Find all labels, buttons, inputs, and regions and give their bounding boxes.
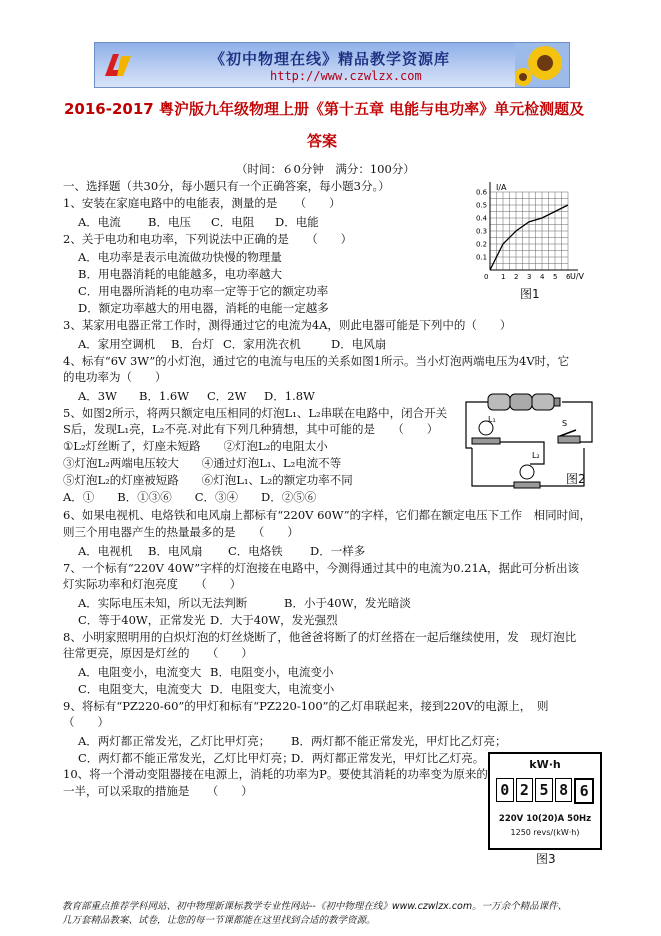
q6-option-a: A．电视机 <box>78 544 133 558</box>
question-6-line2: 则三个用电器产生的热量最多的是 （ ） <box>63 525 299 539</box>
banner-url[interactable]: http://www.czwlzx.com <box>270 69 422 83</box>
question-10-line1: 10、将一个滑动变阻器接在电源上，消耗的功率为P。要使其消耗的功率变为原来的 <box>63 767 488 781</box>
page-title-line1: 2016-2017 粤沪版九年级物理上册《第十五章 电能与电功率》单元检测题及 <box>64 100 585 118</box>
footer-line2: 几万套精品教案、试卷，让您的每一节课都能在这里找到合适的教学资源。 <box>62 915 376 926</box>
label-l2: L₂ <box>532 451 540 460</box>
q1-option-b: B．电压 <box>148 215 191 229</box>
label-switch: S <box>562 419 568 428</box>
page-footer <box>62 900 567 928</box>
section-heading: 一、选择题（共30分，每小题只有一个正确答案，每小题3分。） <box>63 179 390 193</box>
x-tick-label: 1 <box>501 273 506 281</box>
switch-icon <box>558 430 580 443</box>
q2-option-c: C．用电器所消耗的电功率一定等于它的额定功率 <box>78 284 329 298</box>
q2-option-a: A．电功率是表示电流做功快慢的物理量 <box>78 250 282 264</box>
footer-line1: 教育部重点推荐学科网站、初中物理新课标教学专业性网站--《初中物理在线》www.czwlzx.com。一万余个精品课件、 <box>62 901 568 912</box>
y-tick-label: 0.6 <box>476 188 488 197</box>
question-1: 1、安装在家庭电路中的电能表，测量的是 （ ） <box>63 196 341 210</box>
q7-option-a: A．实际电压未知，所以无法判断 <box>78 596 248 610</box>
page-title-line2: 答案 <box>307 132 338 150</box>
q5-guess-row2: ③灯泡L₂两端电压较大 ④通过灯泡L₁、L₂电流不等 <box>63 456 342 470</box>
question-9-line2: （ ） <box>63 715 109 729</box>
x-axis-label: U/V <box>570 272 585 281</box>
q8-option-d: D．电阻变大，电流变小 <box>210 682 335 696</box>
q1-option-a: A．电流 <box>78 215 121 229</box>
question-8-line1: 8、小明家照明用的白炽灯泡的灯丝烧断了，他爸爸将断了的灯丝搭在一起后继续使用，发 现灯泡比 <box>63 630 577 644</box>
question-2: 2、关于电功和电功率，下列说法中正确的是 （ ） <box>63 232 353 246</box>
q3-option-c: C．家用洗衣机 <box>223 337 301 351</box>
q7-option-d: D．大于40W，发光强烈 <box>210 613 338 627</box>
meter-digit-display <box>496 778 594 802</box>
q3-option-d: D．电风扇 <box>331 337 387 351</box>
meter-digit: 8 <box>555 778 573 802</box>
figure-3-caption: 图3 <box>536 852 556 866</box>
q8-option-c: C．电阻变大，电流变大 <box>78 682 202 696</box>
q5-guess-row1: ①L₂灯丝断了，灯座未短路 ②灯泡L₂的电阻太小 <box>63 439 328 453</box>
figure-1-caption: 图1 <box>520 287 540 301</box>
q9-option-c: C．两灯都不能正常发光，乙灯比甲灯亮； <box>78 751 294 765</box>
question-7-line1: 7、一个标有“220V 40W”字样的灯泡接在电路中，今测得通过其中的电流为0.21A，据此可分析出该 <box>63 561 580 575</box>
meter-digit-decimal: 6 <box>574 778 594 804</box>
question-7-line2: 灯实际功率和灯泡亮度 （ ） <box>63 577 242 591</box>
q9-option-d: D．两灯都正常发光，甲灯比乙灯亮。 <box>291 751 485 765</box>
question-6-line1: 6、如果电视机、电烙铁和电风扇上都标有“220V 60W”的字样，它们都在额定电压下工作 相同时间， <box>63 508 592 522</box>
y-tick-label: 0.3 <box>476 227 488 236</box>
meter-unit: kW·h <box>529 758 561 771</box>
meter-revs: 1250 revs/(kW·h) <box>510 828 580 837</box>
q5-guess-row3: ⑤灯泡L₂的灯座被短路 ⑥灯泡L₁、L₂的额定功率不同 <box>63 473 353 487</box>
q6-option-b: B．电风扇 <box>148 544 203 558</box>
y-tick-label: 0.5 <box>476 201 488 210</box>
q2-option-b: B．用电器消耗的电能越多，电功率越大 <box>78 267 282 281</box>
q7-option-c: C．等于40W，正常发光 <box>78 613 206 627</box>
bulb-l1-icon <box>472 421 500 444</box>
question-4-line1: 4、标有“6V 3W”的小灯泡，通过它的电流与电压的关系如图1所示。当小灯泡两端电压为4V时，它 <box>63 354 570 368</box>
meter-digit: 5 <box>535 778 553 802</box>
question-9-line1: 9、将标有“PZ220-60”的甲灯和标有“PZ220-100”的乙灯串联起来，接到220V的电源上， 则 <box>63 699 549 713</box>
question-3: 3、某家用电器正常工作时，测得通过它的电流为4A，则此电器可能是下列中的（ ） <box>63 318 512 332</box>
x-tick-label: 5 <box>553 273 558 281</box>
q4-option-c: C．2W <box>207 389 247 403</box>
site-logo-icon <box>99 46 139 84</box>
banner <box>94 42 570 88</box>
figure-3-energy-meter <box>488 752 602 850</box>
q2-option-d: D．额定功率越大的用电器，消耗的电能一定越多 <box>78 301 329 315</box>
q7-option-b: B．小于40W，发光暗淡 <box>284 596 411 610</box>
exam-meta: （时间：６0分钟 满分：100分） <box>236 162 415 176</box>
q4-option-b: B．1.6W <box>139 389 190 403</box>
q3-option-b: B．台灯 <box>171 337 214 351</box>
q4-option-a: A．3W <box>78 389 117 403</box>
banner-title: 《初中物理在线》精品教学资源库 <box>210 50 451 68</box>
q8-option-b: B．电阻变小，电流变小 <box>210 665 334 679</box>
q9-option-a: A．两灯都正常发光，乙灯比甲灯亮； <box>78 734 271 748</box>
q8-option-a: A．电阻变小，电流变大 <box>78 665 202 679</box>
origin-label: 0 <box>484 273 489 281</box>
q4-option-d: D．1.8W <box>264 389 315 403</box>
x-tick-label: 6 <box>566 273 571 281</box>
question-8-line2: 往常更亮，原因是灯丝的 （ ） <box>63 646 253 660</box>
x-tick-label: 4 <box>540 273 545 281</box>
q1-option-c: C．电阻 <box>211 215 255 229</box>
question-5-line1: 5、如图2所示，将两只额定电压相同的灯泡L₁、L₂串联在电路中，闭合开关 <box>63 406 448 420</box>
q1-option-d: D．电能 <box>275 215 319 229</box>
label-l1: L₁ <box>488 415 496 424</box>
x-tick-label: 3 <box>527 273 532 281</box>
question-10-line2: 一半，可以采取的措施是 （ ） <box>63 784 253 798</box>
meter-spec: 220V 10(20)A 50Hz <box>498 814 592 824</box>
sunflower-icon <box>515 43 569 87</box>
figure-2-caption: 图2 <box>566 472 586 486</box>
y-axis-label: I/A <box>496 183 507 192</box>
q6-option-d: D．一样多 <box>310 544 366 558</box>
battery-icon <box>488 394 560 410</box>
y-tick-label: 0.4 <box>476 214 488 223</box>
x-tick-label: 2 <box>514 273 519 281</box>
meter-digit: 0 <box>496 778 514 802</box>
figure-1-chart <box>476 180 586 300</box>
y-tick-label: 0.2 <box>476 240 488 249</box>
q9-option-b: B．两灯都不能正常发光，甲灯比乙灯亮； <box>291 734 507 748</box>
question-4-line2: 的电功率为（ ） <box>63 370 167 384</box>
q5-options: A．① B．①③⑥ C．③④ D．②⑤⑥ <box>63 490 317 504</box>
bulb-l2-icon <box>514 465 540 488</box>
meter-digit: 2 <box>516 778 534 802</box>
q6-option-c: C．电烙铁 <box>228 544 283 558</box>
y-tick-label: 0.1 <box>476 253 488 262</box>
question-5-line2: S后，发现L₁亮，L₂不亮.对此有下列几种猜想，其中可能的是 （ ） <box>63 422 439 436</box>
q3-option-a: A．家用空调机 <box>78 337 156 351</box>
